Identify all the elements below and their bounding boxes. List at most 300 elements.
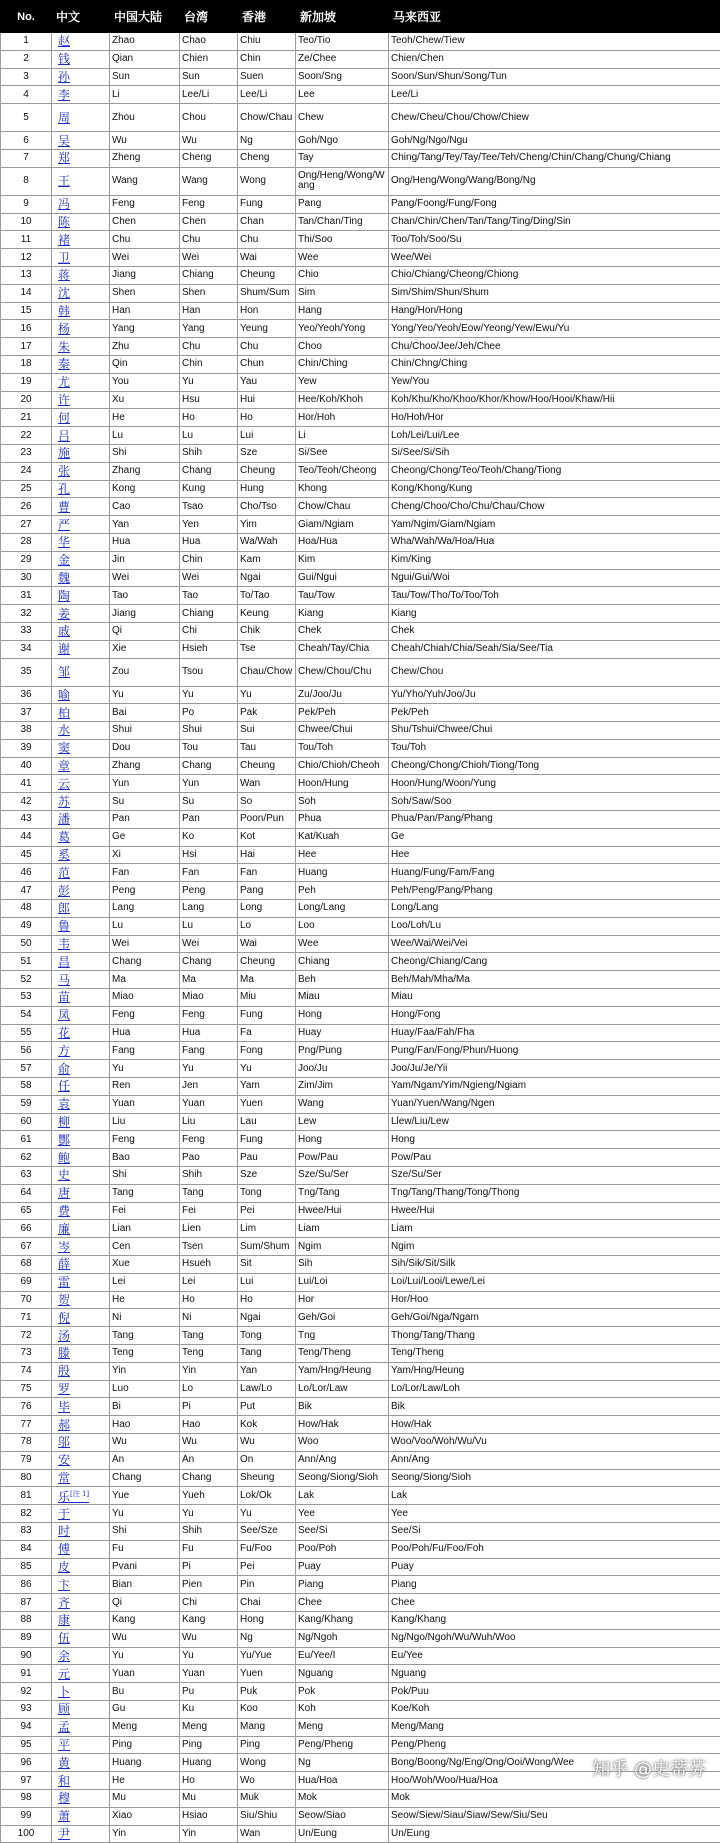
mainland-romanization: Shui [110,722,180,740]
chinese-surname-link[interactable]: 雷 [52,1273,110,1291]
row-number: 10 [1,213,52,231]
malaysia-romanization: Ching/Tang/Tey/Tay/Tee/Teh/Cheng/Chin/Chang/Chung/Chiang [389,149,720,167]
hongkong-romanization: Cheung [238,462,296,480]
chinese-surname-link[interactable]: 卞 [52,1576,110,1594]
hongkong-romanization: Chik [238,622,296,640]
hongkong-romanization: Chu [238,338,296,356]
hongkong-romanization: Siu/Shiu [238,1807,296,1825]
hongkong-romanization: Chai [238,1594,296,1612]
row-number: 39 [1,739,52,757]
malaysia-romanization: Beh/Mah/Mha/Ma [389,971,720,989]
malaysia-romanization: Hoon/Hung/Woon/Yung [389,775,720,793]
malaysia-romanization: Puay [389,1558,720,1576]
taiwan-romanization: Yun [180,775,238,793]
chinese-surname-link[interactable]: 唐 [52,1184,110,1202]
chinese-surname-link[interactable]: 邹 [52,658,110,686]
malaysia-romanization: Ngui/Gui/Woi [389,569,720,587]
chinese-surname-link[interactable]: 卫 [52,249,110,267]
taiwan-romanization: Fang [180,1042,238,1060]
row-number: 36 [1,686,52,704]
chinese-surname-link[interactable]: 傅 [52,1540,110,1558]
chinese-surname-link[interactable]: 穆 [52,1789,110,1807]
chinese-surname-link[interactable]: 张 [52,462,110,480]
table-row [1,882,720,900]
malaysia-romanization: Tau/Tow/Tho/To/Too/Toh [389,587,720,605]
chinese-surname-link[interactable]: 陈 [52,213,110,231]
malaysia-romanization: Hee [389,846,720,864]
mainland-romanization: Wei [110,249,180,267]
chinese-surname-link[interactable]: 黄 [52,1754,110,1772]
malaysia-romanization: Koh/Khu/Kho/Khoo/Khor/Khow/Hoo/Hooi/Khaw/Hii [389,391,720,409]
mainland-romanization: He [110,1291,180,1309]
hongkong-romanization: Kam [238,551,296,569]
chinese-surname-link[interactable]: 何 [52,409,110,427]
mainland-romanization: Yu [110,1505,180,1523]
mainland-romanization: Xiao [110,1807,180,1825]
mainland-romanization: Shi [110,1167,180,1185]
chinese-surname-link[interactable]: 和 [52,1772,110,1790]
singapore-romanization: Hor [296,1291,389,1309]
malaysia-romanization: Chek [389,622,720,640]
chinese-surname-link[interactable]: 皮 [52,1558,110,1576]
table-row [1,302,720,320]
singapore-romanization: Meng [296,1718,389,1736]
singapore-romanization: Teo/Teoh/Cheong [296,462,389,480]
chinese-surname-link[interactable]: 殷 [52,1362,110,1380]
chinese-surname-link[interactable]: 冯 [52,195,110,213]
chinese-surname-link[interactable]: 苗 [52,989,110,1007]
singapore-romanization: Hoa/Hua [296,533,389,551]
row-number: 61 [1,1131,52,1149]
chinese-surname-link[interactable]: 云 [52,775,110,793]
row-number: 49 [1,917,52,935]
table-header-row [1,1,720,33]
chinese-surname-link[interactable]: 倪 [52,1309,110,1327]
chinese-surname-link[interactable]: 章 [52,757,110,775]
taiwan-romanization: Tou [180,739,238,757]
chinese-surname-link[interactable]: 陶 [52,587,110,605]
hongkong-romanization: Hong [238,1611,296,1629]
taiwan-romanization: Pan [180,811,238,829]
table-row [1,1167,720,1185]
mainland-romanization: Bao [110,1149,180,1167]
hongkong-romanization: Yan [238,1362,296,1380]
table-row [1,793,720,811]
taiwan-romanization: Chiang [180,266,238,284]
singapore-romanization: Soon/Sng [296,68,389,86]
row-number: 48 [1,900,52,918]
chinese-surname-link[interactable]: 康 [52,1611,110,1629]
hongkong-romanization: Wai [238,935,296,953]
mainland-romanization: Wu [110,132,180,150]
chinese-surname-link[interactable]: 伍 [52,1629,110,1647]
row-number: 23 [1,444,52,462]
chinese-surname-link[interactable]: 赵 [52,33,110,51]
hongkong-romanization: Wu [238,1433,296,1451]
chinese-surname-link[interactable]: 鲍 [52,1149,110,1167]
chinese-surname-link[interactable]: 吕 [52,427,110,445]
chinese-surname-link[interactable]: 严 [52,516,110,534]
singapore-romanization: Huang [296,864,389,882]
mainland-romanization: Gu [110,1700,180,1718]
chinese-surname-link[interactable]: 汤 [52,1327,110,1345]
taiwan-romanization: Pi [180,1558,238,1576]
table-row [1,569,720,587]
malaysia-romanization: Chee [389,1594,720,1612]
mainland-romanization: Zhang [110,757,180,775]
chinese-surname-link[interactable]: 沈 [52,284,110,302]
table-row [1,104,720,132]
chinese-surname-link[interactable]: 方 [52,1042,110,1060]
table-row [1,444,720,462]
malaysia-romanization: Pok/Puu [389,1683,720,1701]
chinese-surname-link[interactable]: 花 [52,1024,110,1042]
hongkong-romanization: Hon [238,302,296,320]
chinese-surname-link[interactable]: 酆 [52,1131,110,1149]
singapore-romanization: Tng [296,1327,389,1345]
malaysia-romanization: Wee/Wei [389,249,720,267]
row-number: 40 [1,757,52,775]
mainland-romanization: Lang [110,900,180,918]
table-row [1,658,720,686]
table-row [1,1540,720,1558]
chinese-surname-link[interactable]: 金 [52,551,110,569]
malaysia-romanization: Loh/Lei/Lui/Lee [389,427,720,445]
hongkong-romanization: Ngai [238,569,296,587]
chinese-surname-link[interactable]: 齐 [52,1594,110,1612]
chinese-surname-link[interactable]: 水 [52,722,110,740]
chinese-surname-link[interactable]: 廉 [52,1220,110,1238]
mainland-romanization: Xue [110,1256,180,1274]
hongkong-romanization: Fung [238,1131,296,1149]
table-row [1,989,720,1007]
singapore-romanization: Hang [296,302,389,320]
hongkong-romanization: Lim [238,1220,296,1238]
hongkong-romanization: Chu [238,231,296,249]
taiwan-romanization: Lee/Li [180,86,238,104]
row-number: 99 [1,1807,52,1825]
chinese-surname-link[interactable]: 李 [52,86,110,104]
hongkong-romanization: Ma [238,971,296,989]
chinese-surname-link[interactable]: 邬 [52,1433,110,1451]
chinese-surname-link[interactable]: 华 [52,533,110,551]
row-number: 56 [1,1042,52,1060]
footnote-ref-link[interactable]: [注 1] [70,1490,89,1498]
row-number: 96 [1,1754,52,1772]
singapore-romanization: Chio [296,266,389,284]
mainland-romanization: Yan [110,516,180,534]
chinese-surname-link[interactable]: 孔 [52,480,110,498]
chinese-surname-link[interactable]: 乐[注 1] [52,1487,110,1505]
chinese-surname-link[interactable]: 范 [52,864,110,882]
malaysia-romanization: Sih/Sik/Sit/Silk [389,1256,720,1274]
table-row [1,1113,720,1131]
chinese-surname-link[interactable]: 潘 [52,811,110,829]
header-no: No. [1,1,52,33]
taiwan-romanization: Hsieh [180,640,238,658]
row-number: 79 [1,1451,52,1469]
chinese-surname-link[interactable]: 褚 [52,231,110,249]
taiwan-romanization: Tang [180,1184,238,1202]
table-row [1,1665,720,1683]
table-row [1,1433,720,1451]
singapore-romanization: Goh/Ngo [296,132,389,150]
chinese-surname-link[interactable]: 蒋 [52,266,110,284]
chinese-surname-link[interactable]: 尹 [52,1825,110,1843]
singapore-romanization: Peh [296,882,389,900]
table-row [1,1469,720,1487]
chinese-surname-link[interactable]: 余 [52,1647,110,1665]
chinese-surname-link[interactable]: 费 [52,1202,110,1220]
chinese-surname-link[interactable]: 杨 [52,320,110,338]
row-number: 72 [1,1327,52,1345]
taiwan-romanization: Chi [180,622,238,640]
chinese-surname-link[interactable]: 奚 [52,846,110,864]
table-row [1,462,720,480]
malaysia-romanization: Loi/Lui/Looi/Lewe/Lei [389,1273,720,1291]
chinese-surname-link[interactable]: 郝 [52,1416,110,1434]
singapore-romanization: Chwee/Chui [296,722,389,740]
chinese-surname-link[interactable]: 韦 [52,935,110,953]
chinese-surname-link[interactable]: 平 [52,1736,110,1754]
row-number: 100 [1,1825,52,1843]
row-number: 2 [1,50,52,68]
chinese-surname-link[interactable]: 曹 [52,498,110,516]
chinese-surname-link[interactable]: 王 [52,167,110,195]
taiwan-romanization: Ho [180,409,238,427]
chinese-surname-link[interactable]: 卜 [52,1683,110,1701]
singapore-romanization: Joo/Ju [296,1060,389,1078]
malaysia-romanization: Yam/Hng/Heung [389,1362,720,1380]
mainland-romanization: Bian [110,1576,180,1594]
table-row [1,1807,720,1825]
chinese-surname-link[interactable]: 安 [52,1451,110,1469]
chinese-surname-link[interactable]: 郑 [52,149,110,167]
chinese-surname-link[interactable]: 昌 [52,953,110,971]
chinese-surname-link[interactable]: 顾 [52,1700,110,1718]
table-row [1,1683,720,1701]
malaysia-romanization: Tng/Tang/Thang/Tong/Thong [389,1184,720,1202]
chinese-surname-link[interactable]: 秦 [52,355,110,373]
hongkong-romanization: Shum/Sum [238,284,296,302]
taiwan-romanization: Mu [180,1789,238,1807]
taiwan-romanization: Fu [180,1540,238,1558]
row-number: 74 [1,1362,52,1380]
mainland-romanization: Xi [110,846,180,864]
chinese-surname-link[interactable]: 窦 [52,739,110,757]
singapore-romanization: Phua [296,811,389,829]
taiwan-romanization: Fan [180,864,238,882]
singapore-romanization: Hua/Hoa [296,1772,389,1790]
chinese-surname-link[interactable]: 许 [52,391,110,409]
mainland-romanization: Wang [110,167,180,195]
malaysia-romanization: Huay/Faa/Fah/Fha [389,1024,720,1042]
row-number: 78 [1,1433,52,1451]
table-row [1,409,720,427]
mainland-romanization: Pan [110,811,180,829]
hongkong-romanization: Yu/Yue [238,1647,296,1665]
mainland-romanization: Chen [110,213,180,231]
table-row [1,213,720,231]
chinese-surname-link[interactable]: 魏 [52,569,110,587]
chinese-surname-link[interactable]: 朱 [52,338,110,356]
taiwan-romanization: Lei [180,1273,238,1291]
table-row [1,391,720,409]
malaysia-romanization: Too/Toh/Soo/Su [389,231,720,249]
table-row [1,1095,720,1113]
malaysia-romanization: Lak [389,1487,720,1505]
hongkong-romanization: Put [238,1398,296,1416]
chinese-surname-link[interactable]: 史 [52,1167,110,1185]
mainland-romanization: Tang [110,1184,180,1202]
chinese-surname-link[interactable]: 鲁 [52,917,110,935]
chinese-surname-link[interactable]: 谢 [52,640,110,658]
chinese-surname-link[interactable]: 毕 [52,1398,110,1416]
chinese-surname-link[interactable]: 柳 [52,1113,110,1131]
chinese-surname-link[interactable]: 戚 [52,622,110,640]
chinese-surname-link[interactable]: 姜 [52,605,110,623]
mainland-romanization: Mu [110,1789,180,1807]
chinese-surname-link[interactable]: 韩 [52,302,110,320]
taiwan-romanization: Teng [180,1344,238,1362]
chinese-surname-link[interactable]: 吴 [52,132,110,150]
row-number: 89 [1,1629,52,1647]
singapore-romanization: Chow/Chau [296,498,389,516]
singapore-romanization: Chee [296,1594,389,1612]
chinese-surname-link[interactable]: 滕 [52,1344,110,1362]
mainland-romanization: Wei [110,935,180,953]
malaysia-romanization: Kim/King [389,551,720,569]
chinese-surname-link[interactable]: 葛 [52,828,110,846]
mainland-romanization: Ren [110,1078,180,1096]
chinese-surname-link[interactable]: 喻 [52,686,110,704]
chinese-surname-link[interactable]: 彭 [52,882,110,900]
chinese-surname-link[interactable]: 萧 [52,1807,110,1825]
hongkong-romanization: Wong [238,1754,296,1772]
chinese-surname-link[interactable]: 郎 [52,900,110,918]
chinese-surname-link[interactable]: 薛 [52,1256,110,1274]
chinese-surname-link[interactable]: 马 [52,971,110,989]
chinese-surname-link[interactable]: 俞 [52,1060,110,1078]
table-row [1,1184,720,1202]
chinese-surname-link[interactable]: 岑 [52,1238,110,1256]
row-number: 86 [1,1576,52,1594]
table-row [1,722,720,740]
row-number: 91 [1,1665,52,1683]
mainland-romanization: Fang [110,1042,180,1060]
chinese-surname-link[interactable]: 凤 [52,1006,110,1024]
header-singapore: 新加坡 [296,1,389,33]
row-number: 41 [1,775,52,793]
singapore-romanization: Loo [296,917,389,935]
chinese-surname-link[interactable]: 孟 [52,1718,110,1736]
row-number: 34 [1,640,52,658]
table-row [1,480,720,498]
mainland-romanization: Yue [110,1487,180,1505]
chinese-surname-link[interactable]: 施 [52,444,110,462]
mainland-romanization: Qian [110,50,180,68]
taiwan-romanization: Chin [180,355,238,373]
hongkong-romanization: Lau [238,1113,296,1131]
table-row [1,1202,720,1220]
row-number: 12 [1,249,52,267]
hongkong-romanization: Cheung [238,953,296,971]
row-number: 98 [1,1789,52,1807]
table-row [1,864,720,882]
malaysia-romanization: See/Si [389,1522,720,1540]
chinese-surname-link[interactable]: 任 [52,1078,110,1096]
taiwan-romanization: Ma [180,971,238,989]
row-number: 47 [1,882,52,900]
chinese-surname-link[interactable]: 周 [52,104,110,132]
hongkong-romanization: Fong [238,1042,296,1060]
chinese-surname-link[interactable]: 尤 [52,373,110,391]
singapore-romanization: Zu/Joo/Ju [296,686,389,704]
row-number: 26 [1,498,52,516]
chinese-surname-link[interactable]: 常 [52,1469,110,1487]
mainland-romanization: Zhao [110,33,180,51]
malaysia-romanization: Poo/Poh/Fu/Foo/Foh [389,1540,720,1558]
taiwan-romanization: Wei [180,249,238,267]
chinese-surname-link[interactable]: 苏 [52,793,110,811]
singapore-romanization: Yew [296,373,389,391]
mainland-romanization: Tang [110,1327,180,1345]
malaysia-romanization: Phua/Pan/Pang/Phang [389,811,720,829]
row-number: 44 [1,828,52,846]
mainland-romanization: Chu [110,231,180,249]
singapore-romanization: Chiang [296,953,389,971]
row-number: 35 [1,658,52,686]
singapore-romanization: Lo/Lor/Law [296,1380,389,1398]
row-number: 90 [1,1647,52,1665]
malaysia-romanization: Chien/Chen [389,50,720,68]
chinese-surname-link[interactable]: 元 [52,1665,110,1683]
chinese-surname-link[interactable]: 时 [52,1522,110,1540]
hongkong-romanization: Hai [238,846,296,864]
chinese-surname-link[interactable]: 柏 [52,704,110,722]
row-number: 1 [1,33,52,51]
mainland-romanization: Yin [110,1362,180,1380]
table-row [1,355,720,373]
row-number: 7 [1,149,52,167]
chinese-surname-link[interactable]: 钱 [52,50,110,68]
singapore-romanization: Pang [296,195,389,213]
hongkong-romanization: Kok [238,1416,296,1434]
malaysia-romanization: Kong/Khong/Kung [389,480,720,498]
table-row [1,1416,720,1434]
chinese-surname-link[interactable]: 贺 [52,1291,110,1309]
chinese-surname-link[interactable]: 袁 [52,1095,110,1113]
taiwan-romanization: Wang [180,167,238,195]
taiwan-romanization: Shih [180,1167,238,1185]
hongkong-romanization: Wo [238,1772,296,1790]
mainland-romanization: Kang [110,1611,180,1629]
malaysia-romanization: Cheah/Chiah/Chia/Seah/Sia/See/Tia [389,640,720,658]
hongkong-romanization: Chau/Chow [238,658,296,686]
chinese-surname-link[interactable]: 于 [52,1505,110,1523]
malaysia-romanization: Sze/Su/Ser [389,1167,720,1185]
mainland-romanization: Feng [110,1006,180,1024]
table-row [1,1344,720,1362]
chinese-surname-link[interactable]: 孙 [52,68,110,86]
hongkong-romanization: Miu [238,989,296,1007]
mainland-romanization: Shi [110,1522,180,1540]
singapore-romanization: Lee [296,86,389,104]
hongkong-romanization: Chun [238,355,296,373]
table-row [1,1238,720,1256]
singapore-romanization: Choo [296,338,389,356]
chinese-surname-link[interactable]: 罗 [52,1380,110,1398]
